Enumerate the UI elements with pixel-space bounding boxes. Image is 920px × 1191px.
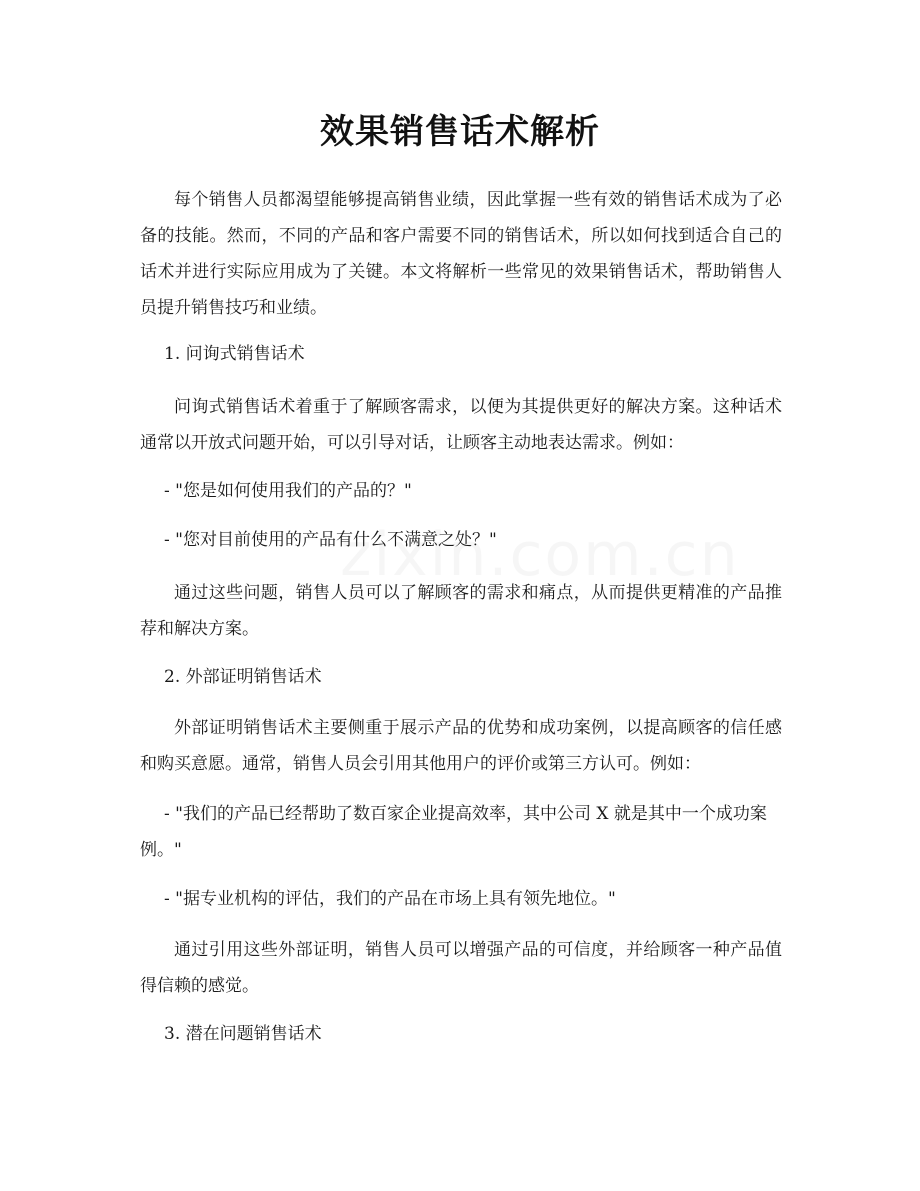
section-1-paragraph: 问询式销售话术着重于了解顾客需求，以便为其提供更好的解决方案。这种话术通常以开放式问题开始，可以引导对话，让顾客主动地表达需求。例如： (140, 397, 782, 453)
section-1-quote-2: - "您对目前使用的产品有什么不满意之处？" (164, 530, 497, 550)
section-2-quote-1: - "我们的产品已经帮助了数百家企业提高效率，其中公司 X 就是其中一个成功案例。" (140, 804, 767, 860)
intro-paragraph: 每个销售人员都渴望能够提高销售业绩，因此掌握一些有效的销售话术成为了必备的技能。然而，不同的产品和客户需要不同的销售话术，所以如何找到适合自己的话术并进行实际应用成为了关键。本文将解析一些常见的效果销售话术，帮助销售人员提升销售技巧和业绩。 (140, 190, 782, 318)
section-3-heading: 3. 潜在问题销售话术 (164, 1024, 322, 1044)
section-1-conclusion: 通过这些问题，销售人员可以了解顾客的需求和痛点，从而提供更精准的产品推荐和解决方案。 (140, 583, 782, 639)
document-title: 效果销售话术解析 (320, 112, 600, 152)
section-2-heading: 2. 外部证明销售话术 (164, 667, 322, 687)
section-2-quote-2: - "据专业机构的评估，我们的产品在市场上具有领先地位。" (164, 889, 616, 909)
section-2-paragraph: 外部证明销售话术主要侧重于展示产品的优势和成功案例，以提高顾客的信任感和购买意愿。通常，销售人员会引用其他用户的评价或第三方认可。例如： (140, 718, 782, 774)
section-1-quote-1: - "您是如何使用我们的产品的？" (164, 481, 412, 501)
section-1-heading: 1. 问询式销售话术 (164, 344, 305, 364)
section-2-conclusion: 通过引用这些外部证明，销售人员可以增强产品的可信度，并给顾客一种产品值得信赖的感觉。 (140, 940, 782, 996)
